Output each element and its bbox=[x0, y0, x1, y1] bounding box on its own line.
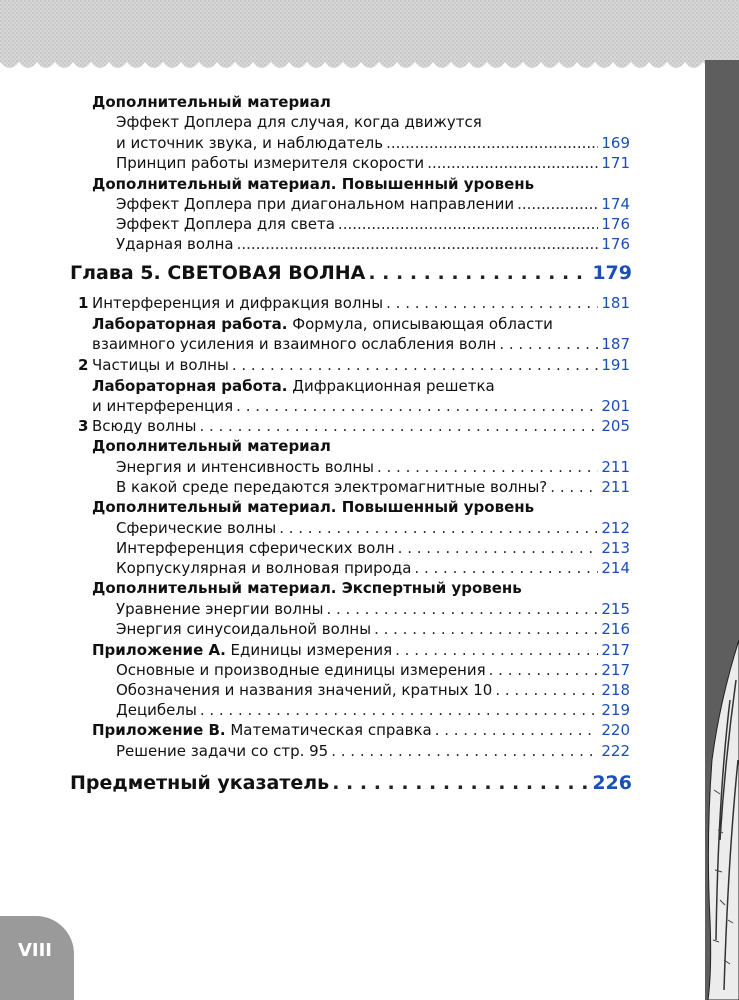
toc-page-link[interactable]: 187 bbox=[601, 335, 630, 353]
toc-entry-title: Энергия и интенсивность волны bbox=[116, 458, 374, 476]
toc-entry bbox=[116, 700, 630, 720]
toc-page-link[interactable]: 217 bbox=[601, 641, 630, 659]
toc-entry bbox=[92, 314, 553, 334]
toc-entry-title: Частицы и волны bbox=[92, 356, 229, 374]
leader-dots bbox=[386, 133, 598, 153]
toc-entry bbox=[116, 153, 630, 173]
toc-entry bbox=[92, 720, 630, 740]
leader-dots bbox=[377, 457, 598, 477]
toc-entry bbox=[92, 396, 630, 416]
toc-entry bbox=[92, 334, 630, 354]
toc-entry bbox=[116, 619, 630, 639]
toc-entry-title: и интерференция bbox=[92, 397, 234, 415]
toc-entry-title: В какой среде передаются электромагнитные волны? bbox=[116, 478, 548, 496]
toc-entry bbox=[92, 293, 630, 313]
toc-entry bbox=[116, 680, 630, 700]
toc-section-heading: Дополнительный материал. Повышенный уровень bbox=[92, 498, 535, 516]
leader-dots bbox=[427, 153, 598, 173]
appendix-label: Приложение А. bbox=[92, 641, 226, 659]
chapter-title: Глава 5. СВЕТОВАЯ ВОЛНА bbox=[70, 262, 366, 284]
toc-page-link[interactable]: 176 bbox=[601, 215, 630, 233]
leader-dots bbox=[332, 770, 589, 796]
toc-entry bbox=[116, 477, 630, 497]
toc-page-link[interactable]: 222 bbox=[601, 742, 630, 760]
toc-entry bbox=[116, 518, 630, 538]
toc-entry bbox=[116, 214, 630, 234]
toc-entry-title: Сферические волны bbox=[116, 519, 277, 537]
toc-entry-title: Эффект Доплера при диагональном направлении bbox=[116, 195, 515, 213]
toc-entry-title: Единицы измерения bbox=[225, 641, 393, 659]
toc-page-link[interactable]: 191 bbox=[601, 356, 630, 374]
toc-entry-title: Дифракционная решетка bbox=[287, 377, 495, 395]
leader-dots bbox=[200, 700, 599, 720]
leader-dots bbox=[199, 416, 598, 436]
leader-dots bbox=[499, 334, 598, 354]
lab-label: Лабораторная работа. bbox=[92, 315, 288, 333]
toc-entry bbox=[116, 741, 630, 761]
leader-dots bbox=[232, 355, 599, 375]
chapter-heading bbox=[70, 260, 632, 286]
leader-dots bbox=[386, 293, 598, 313]
toc-entry-title: Математическая справка bbox=[225, 721, 432, 739]
toc-entry-title: Обозначения и названия значений, кратных 10 bbox=[116, 681, 493, 699]
leader-dots bbox=[395, 640, 598, 660]
toc-entry bbox=[116, 112, 482, 132]
toc-entry-title: Эффект Доплера для света bbox=[116, 215, 335, 233]
toc-page-link[interactable]: 169 bbox=[601, 134, 630, 152]
toc-entry bbox=[92, 174, 534, 194]
toc-section-heading: Дополнительный материал. Экспертный уровень bbox=[92, 579, 522, 597]
toc-entry bbox=[116, 538, 630, 558]
toc-entry-title: Интерференция и дифракция волны bbox=[92, 294, 384, 312]
toc-entry-title: Энергия синусоидальной волны bbox=[116, 620, 372, 638]
toc-entry-title: Всюду волны bbox=[92, 417, 197, 435]
leader-dots bbox=[517, 194, 598, 214]
toc-page-link[interactable]: 212 bbox=[601, 519, 630, 537]
leader-dots bbox=[435, 720, 599, 740]
leader-dots bbox=[237, 234, 599, 254]
leader-dots bbox=[414, 558, 598, 578]
leader-dots bbox=[398, 538, 599, 558]
leader-dots bbox=[331, 741, 598, 761]
toc-page-link[interactable]: 219 bbox=[601, 701, 630, 719]
toc-page-link[interactable]: 216 bbox=[601, 620, 630, 638]
toc-entry bbox=[116, 133, 630, 153]
toc-section-heading: Дополнительный материал bbox=[92, 437, 331, 455]
toc-entry-title: Формула, описывающая области bbox=[287, 315, 553, 333]
leader-dots bbox=[489, 660, 599, 680]
toc-entry-title: Децибелы bbox=[116, 701, 197, 719]
toc-entry bbox=[116, 558, 630, 578]
toc-page-link[interactable]: 211 bbox=[601, 458, 630, 476]
header-decoration bbox=[0, 0, 739, 88]
section-number: 1 bbox=[78, 294, 89, 312]
toc-entry-title: Корпускулярная и волновая природа bbox=[116, 559, 412, 577]
index-title: Предметный указатель bbox=[70, 772, 330, 794]
toc-page-link[interactable]: 218 bbox=[601, 681, 630, 699]
section-number: 3 bbox=[78, 417, 89, 435]
toc-section-heading: Дополнительный материал. Повышенный уровень bbox=[92, 175, 535, 193]
toc-entry-title: взаимного усиления и взаимного ослабления волн bbox=[92, 335, 497, 353]
appendix-label: Приложение В. bbox=[92, 721, 226, 739]
toc-page-link[interactable]: 174 bbox=[601, 195, 630, 213]
toc-page-link[interactable]: 220 bbox=[601, 721, 630, 739]
toc-entry bbox=[116, 599, 630, 619]
toc-entry bbox=[92, 497, 534, 517]
leader-dots bbox=[368, 260, 589, 286]
toc-page-link[interactable]: 213 bbox=[601, 539, 630, 557]
toc-entry bbox=[116, 660, 630, 680]
page-number: VIII bbox=[17, 940, 53, 961]
toc-page-link[interactable]: 205 bbox=[601, 417, 630, 435]
section-number: 2 bbox=[78, 356, 89, 374]
toc-entry-title: Решение задачи со стр. 95 bbox=[116, 742, 329, 760]
leader-dots bbox=[279, 518, 598, 538]
toc-page-link[interactable]: 181 bbox=[601, 294, 630, 312]
leader-dots bbox=[338, 214, 598, 234]
toc-entry bbox=[116, 194, 630, 214]
toc-entry bbox=[92, 436, 331, 456]
leader-dots bbox=[374, 619, 598, 639]
leader-dots bbox=[550, 477, 598, 497]
toc-page-link[interactable]: 176 bbox=[601, 235, 630, 253]
toc-entry-title: Ударная волна bbox=[116, 235, 234, 253]
toc-entry-title: Основные и производные единицы измерения bbox=[116, 661, 486, 679]
toc-entry-title: и источник звука, и наблюдатель bbox=[116, 134, 384, 152]
toc-entry bbox=[92, 640, 630, 660]
toc-entry bbox=[116, 457, 630, 477]
toc-page-link[interactable]: 171 bbox=[601, 154, 630, 172]
toc-entry-title: Эффект Доплера для случая, когда движутся bbox=[116, 113, 482, 131]
toc-page-link[interactable]: 226 bbox=[592, 772, 632, 794]
toc-entry bbox=[92, 92, 331, 112]
toc-entry-title: Интерференция сферических волн bbox=[116, 539, 395, 557]
toc-page-link[interactable]: 217 bbox=[601, 661, 630, 679]
toc-entry bbox=[92, 578, 522, 598]
toc-entry-title: Уравнение энергии волны bbox=[116, 600, 324, 618]
toc-page-link[interactable]: 179 bbox=[592, 262, 632, 284]
toc-entry-title: Принцип работы измерителя скорости bbox=[116, 154, 425, 172]
corner-decoration bbox=[700, 640, 739, 1000]
toc-entry bbox=[92, 416, 630, 436]
lab-label: Лабораторная работа. bbox=[92, 377, 288, 395]
leader-dots bbox=[495, 680, 598, 700]
toc-page-link[interactable]: 201 bbox=[601, 397, 630, 415]
toc-page-link[interactable]: 215 bbox=[601, 600, 630, 618]
toc-entry bbox=[116, 234, 630, 254]
leader-dots bbox=[236, 396, 598, 416]
toc-page-link[interactable]: 211 bbox=[601, 478, 630, 496]
toc-section-heading: Дополнительный материал bbox=[92, 93, 331, 111]
toc-entry bbox=[92, 376, 495, 396]
toc-page-link[interactable]: 214 bbox=[601, 559, 630, 577]
index-heading bbox=[70, 770, 632, 796]
toc-entry bbox=[92, 355, 630, 375]
leader-dots bbox=[326, 599, 598, 619]
